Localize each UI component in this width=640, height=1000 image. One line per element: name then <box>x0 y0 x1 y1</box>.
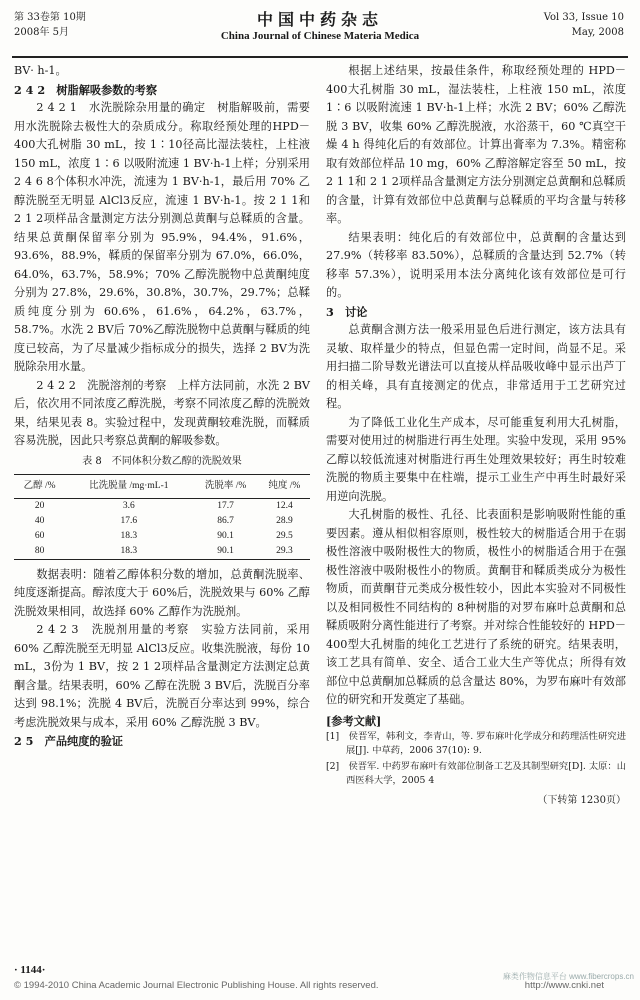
references-title: [参考文献] <box>326 713 382 728</box>
table-row <box>14 498 310 514</box>
volume-cn: 第 33卷第 10期 <box>14 12 86 23</box>
table-header-cell: 乙醇 /% <box>14 475 65 499</box>
paragraph: 数据表明：随着乙醇体积分数的增加，总黄酮洗脱率、纯度逐渐提高。醇浓度大于 60%后，洗脱效果与 60% 乙醇洗脱效果相同，故选择 60% 乙醇作为洗脱剂。 <box>14 567 310 618</box>
table-cell: 60 <box>34 530 45 541</box>
reference-item: [1] 侯晋军，韩利文，李青山，等. 罗布麻叶化学成分和药理活性研究进展[J]. 中草药，2006 37(10): 9. <box>326 731 626 756</box>
table-cell: 40 <box>34 515 45 526</box>
table-cell: 18.3 <box>65 544 192 560</box>
table-header-row <box>14 475 310 499</box>
table-cell: 90.1 <box>192 544 258 560</box>
paragraph: 2 4 2 2 洗脱溶剂的考察 上样方法同前，水洗 2 BV后，依次用不同浓度乙醇洗脱，考察不同浓度乙醇的洗脱效果，结果见表 8。实验过程中，发现黄酮较难洗脱，而鞣质容易洗脱，因此只考察总黄酮的解吸参数。 <box>14 378 310 447</box>
section-heading: 3 讨论 <box>326 304 368 319</box>
copyright-text: © 1994-2010 China Academic Journal Electronic Publishing House. All rights reserved. <box>14 980 379 991</box>
table-row <box>14 514 310 529</box>
watermark: 麻类作物信息平台 www.fibercrops.cn <box>502 972 634 981</box>
journal-title-cn: 中国中药杂志 <box>256 10 383 29</box>
table-row <box>14 529 310 544</box>
data-table <box>14 474 310 560</box>
table-cell: 3.6 <box>122 500 135 511</box>
table-cell: 86.7 <box>217 515 234 526</box>
table-row <box>14 544 310 560</box>
table-cell: 17.6 <box>120 515 138 526</box>
references-list <box>326 730 626 788</box>
paragraph: 2 4 2 3 洗脱剂用量的考察 实验方法同前，采用 60% 乙醇洗脱至无明显 AlCl3反应。收集洗脱液，每份 10 mL，3份为 1 BV，按 2 1 2项样品含量测定方法测定总黄酮含量。结果表明，60% 乙醇在洗脱 3 BV后，洗脱百分率达到 98.1%；洗脱 4 BV后，洗脱百分率达到 99%，综合考虑洗脱效果与成本，采用 60% 乙醇洗脱 3 BV。 <box>14 623 310 729</box>
table-cell: 90.1 <box>217 530 234 541</box>
section-heading: 2 5 产品纯度的验证 <box>14 734 123 748</box>
table-caption: 表 8 不同体积分数乙醇的洗脱效果 <box>82 455 242 467</box>
paragraph: 2 4 2 1 水洗脱除杂用量的确定 树脂解吸前，需要用水洗脱除去极性大的杂质成分。称取经预处理的HPD－400大孔树脂 30 mL，按 1∶10径高比湿法装柱，上柱液 150 mL，浓度 1∶6 以吸附流速 1 BV·h-1上样；分别采用 2 4 6 8个体积水冲洗，流速为 1 BV·h-1，最后用 70% 乙醇洗脱至无明显 AlCl3反应，流速 1 BV·h-1。按 2 1 1和 2 1 2项样品含量测定方法分别测总黄酮与总鞣质的含量。结果总黄酮保留率分别为 95.9%，94.4%，91.6%，93.6%，88.9%，鞣质的保留率分别为 67.0%，66.0%，64.0%，63.7%，58.9%；70% 乙醇洗脱物中总黄酮纯度分别为 27.8%，29.6%，30.8%，30.7%，29.7%；总鞣质纯度分别为 60.6%，61.6%，64.2%，63.7%，58.7%。水洗 2 BV后 70%乙醇洗脱物中总黄酮与鞣质的纯度已较高，为了尽量减少指标成分的损失，选择 2 BV为洗脱除杂用水量。 <box>14 101 310 373</box>
table-header-cell: 比洗脱量 /mg·mL-1 <box>65 475 192 499</box>
table-cell: 80 <box>14 544 65 560</box>
table-cell: 20 <box>34 500 45 511</box>
volume-en: Vol 33, Issue 10 <box>543 12 624 23</box>
continued-note: （下转第 1230页） <box>537 795 626 806</box>
header-right <box>544 10 624 40</box>
table-cell: 29.3 <box>259 544 310 560</box>
left-column <box>14 62 310 751</box>
right-column <box>326 62 626 811</box>
header-rule <box>12 56 628 58</box>
paragraph: 大孔树脂的极性、孔径、比表面积是影响吸附性能的重要因素。遵从相似相容原则，极性较大的树脂适合用于在弱极性溶液中吸附极性大的物质，极性小的树脂适合用于在强极性溶液中吸附极性小的物质。黄酮苷和鞣质类成分为极性物质，而黄酮苷元类成分极性较小，因此本实验对不同极性以及相同极性不同结构的 8种树脂的对罗布麻叶总黄酮和总鞣质吸附分离性能进行了考察。并对综合性能较好的 HPD－400型大孔树脂的纯化工艺进行了系统的研究。结果表明，该工艺具有简单、安全、适合工业大生产等优点；所得有效部位中总黄酮加总鞣质的总含量达 80%，为罗布麻叶有效部位的研究和开发奠定了基础。 <box>326 508 626 706</box>
date-en: May, 2008 <box>571 27 624 38</box>
paragraph: 结果表明：纯化后的有效部位中，总黄酮的含量达到 27.9%（转移率 83.50%），总鞣质的含量达到 52.7%（转移率 57.3%），说明采用本法分离纯化该有效部位是可行的。 <box>326 230 626 299</box>
section-heading: 2 4 2 树脂解吸参数的考察 <box>14 82 158 97</box>
paragraph: 为了降低工业化生产成本，尽可能重复利用大孔树脂，需要对使用过的树脂进行再生处理。实验中发现，采用 95% 乙醇以较低流速对树脂进行再生处理效果较好；再生时较难洗脱的物质主要集中在柱端，提示工业生产中再生时最好采用逆向洗脱。 <box>326 415 626 503</box>
reference-item: [2] 侯晋军. 中药罗布麻叶有效部位制备工艺及其制型研究[D]. 太原：山西医科大学，2005 4 <box>326 761 627 786</box>
paragraph: BV· h-1。 <box>14 64 67 77</box>
table-cell: 28.9 <box>276 515 293 526</box>
cnki-link[interactable]: http://www.cnki.net <box>524 980 604 991</box>
table-cell: 12.4 <box>276 500 293 511</box>
paragraph: 总黄酮含测方法一般采用显色后进行测定，该方法具有灵敏、取样量少的特点，但显色需一定时间，尚显不足。采用扫描二阶导数光谱法可以直接从样品吸收峰中显示出芦丁的相关峰，具有直接测定的优点，非常适用于工艺研究过程。 <box>326 323 626 410</box>
page-number: · 1144· <box>14 964 46 976</box>
table-header-cell: 洗脱率 /% <box>192 475 258 499</box>
table-cell: 18.3 <box>120 530 138 541</box>
journal-header <box>0 0 640 62</box>
paragraph: 根据上述结果，按最佳条件，称取经预处理的 HPD－400大孔树脂 30 mL，湿法装柱，上柱液 150 mL，浓度 1∶6 以吸附流速 1 BV·h-1上样；水洗 2 BV；60% 乙醇洗脱 3 BV，收集 60% 乙醇洗脱液，水浴蒸干，60 ℃真空干燥 4 h 得纯化后的有效部位。计算出膏率为 7.3%。精密称取有效部位样品 10 mg，60% 乙醇溶解定容至 50 mL，按 2 1 1和 2 1 2项样品含量测定方法分别测定总黄酮和总鞣质的含量，计算有效部位中总黄酮与总鞣质的平均含量与转移率。 <box>326 64 626 225</box>
journal-title-en: China Journal of Chinese Materia Medica <box>220 30 420 42</box>
table-cell: 29.5 <box>276 530 293 541</box>
table-cell: 17.7 <box>217 500 234 511</box>
date-cn: 2008年 5月 <box>14 27 69 38</box>
table-header-cell: 纯度 /% <box>259 475 310 499</box>
